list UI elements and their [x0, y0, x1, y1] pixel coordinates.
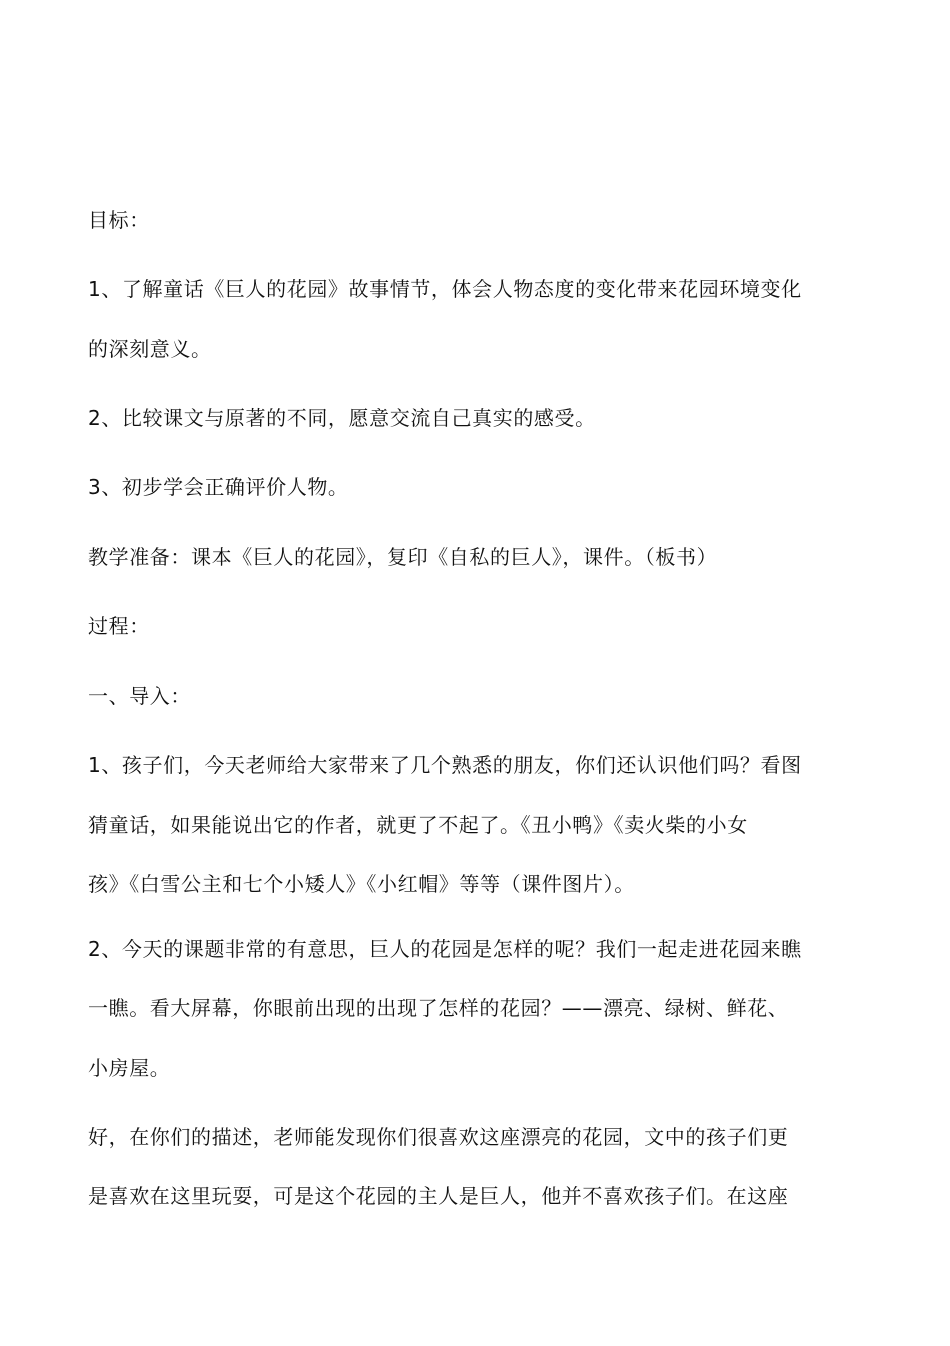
- goal-2: 2、比较课文与原著的不同，愿意交流自己真实的感受。: [88, 406, 596, 430]
- paragraph-line-2: 是喜欢在这里玩耍，可是这个花园的主人是巨人，他并不喜欢孩子们。在这座: [88, 1184, 789, 1208]
- intro-2-line-1: 2、今天的课题非常的有意思，巨人的花园是怎样的呢？我们一起走进花园来瞧: [88, 937, 802, 961]
- heading-process: 过程：: [88, 614, 150, 638]
- goal-1-line-2: 的深刻意义。: [88, 337, 212, 361]
- heading-goals: 目标：: [88, 208, 150, 232]
- heading-introduction: 一、导入：: [88, 684, 191, 708]
- intro-2-line-3: 小房屋。: [88, 1056, 171, 1080]
- intro-2-line-2: 一瞧。看大屏幕，你眼前出现的出现了怎样的花园？——漂亮、绿树、鲜花、: [88, 996, 789, 1020]
- intro-1-line-2: 猜童话，如果能说出它的作者，就更了不起了。《丑小鸭》《卖火柴的小女: [88, 813, 748, 837]
- intro-1-line-3: 孩》《白雪公主和七个小矮人》《小红帽》等等（课件图片）。: [88, 872, 635, 896]
- teaching-preparation: 教学准备：课本《巨人的花园》，复印《自私的巨人》，课件。（板书）: [88, 545, 718, 569]
- goal-3: 3、初步学会正确评价人物。: [88, 475, 349, 499]
- goal-1-line-1: 1、了解童话《巨人的花园》故事情节，体会人物态度的变化带来花园环境变化: [88, 277, 802, 301]
- intro-1-line-1: 1、孩子们，今天老师给大家带来了几个熟悉的朋友，你们还认识他们吗？看图: [88, 753, 802, 777]
- paragraph-line-1: 好，在你们的描述，老师能发现你们很喜欢这座漂亮的花园，文中的孩子们更: [88, 1125, 789, 1149]
